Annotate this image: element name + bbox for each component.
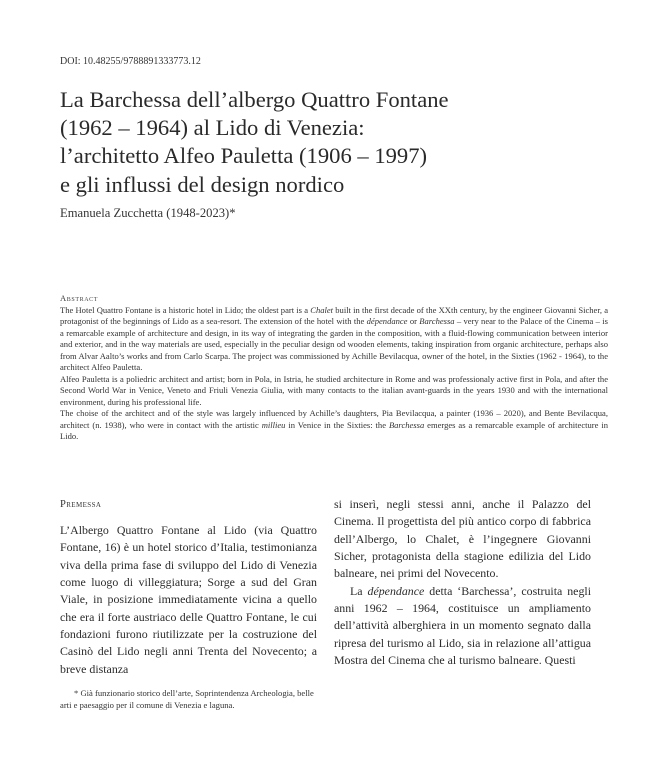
abstract-italic-term: Barchessa [419, 316, 455, 327]
author-name: Emanuela Zucchetta (1948-2023)* [60, 206, 236, 220]
abstract-text: The Hotel Quattro Fontane is a historic hotel in Lido; the oldest part is a [60, 305, 311, 315]
abstract-text: emerges as a remarcable example of architecture in Lido. [60, 419, 608, 441]
doi-identifier: DOI: 10.48255/9788891333773.12 [60, 56, 201, 67]
section-heading: Premessa [60, 499, 102, 510]
body-paragraph: L’Albergo Quattro Fontane al Lido (via Quattro Fontane, 16) è un hotel storico d’Italia, testimonianza viva della prima fase di sviluppo del Lido di Venezia come luogo di villeggiatura; Sorge a sud del Gran Viale, in posizione immediatamente vicina a quello che era il forte austriaco delle Quattro Fontane, le cui fondazioni furono riutilizzate per la costruzione del Casinò del Lido negli anni Trenta del Novecento; a breve distanza [60, 523, 317, 676]
title-line: e gli influssi del design nordico [60, 171, 345, 197]
title-line: (1962 – 1964) al Lido di Venezia: [60, 115, 365, 141]
abstract-text: built in the first decade of the XXth century, by the engineer Giovanni Sicher, a protagonist of the beginnings of Lido as a sea-resort. The extension of the hotel with the [60, 305, 608, 327]
body-paragraph: si inserì, negli stessi anni, anche il Palazzo del Cinema. Il progettista del più antico corpo di fabbrica dell’Albergo, lo Chalet, è l’ingegnere Giovanni Sicher, protagonista della stagione edilizia del Lido balneare, nei primi del Novecento. [334, 497, 591, 581]
title-line: l’architetto Alfeo Pauletta (1906 – 1997) [60, 143, 428, 169]
abstract-body [60, 305, 608, 442]
body-italic-term: dépendance [367, 583, 425, 598]
abstract-italic-term: Chalet [310, 305, 334, 315]
footnote-text: * Già funzionario storico dell’arte, Soprintendenza Archeologia, belle arti e paesaggio per il comune di Venezia e laguna. [60, 688, 314, 710]
body-paragraph [334, 583, 591, 670]
abstract-paragraph [60, 408, 608, 442]
abstract-text: in Venice in the Sixties: the [285, 419, 389, 430]
article-title [60, 86, 620, 199]
body-column-left [60, 522, 317, 678]
body-column-right [334, 496, 591, 669]
abstract-italic-term: Barchessa [388, 419, 425, 430]
footnote [60, 687, 318, 711]
abstract-paragraph: Alfeo Pauletta is a poliedric architect and artist; born in Pola, in Istria, he studied architecture in Rome and was professionaly active first in Pola, and after the Second World War in Venice, Veneto and Friuli Venezia Giulia, with many contacts to the italian avant-guards in the years 1930 and with the international environment, during his professional life. [60, 373, 608, 407]
body-text: detta ‘Barchessa’, costruita negli anni 1962 – 1964, costituisce un ampliamento dell’attività alberghiera in un momento segnato dalla ripresa del turismo al Lido, sia in relazione all’attigua Mostra del Cinema che al turismo balneare. Questi [334, 583, 592, 668]
abstract-text: The choise of the architect and of the style was largely influenced by Achille’s daughters, Pia Bevilacqua, a painter (1936 – 2020), and Bente Bevilacqua, architect (n. 1938), who were in contact with the artistic [60, 408, 608, 430]
abstract-text: – very near to the Palace of the Cinema – is a remarcable example of architecture and design, in its way of integrating the garden in the composition, with a fluid-flowing communication between interior and exterior, and in the way materials are used, especially in the peculiar design od wooden elements, taking inspiration from organic architecture, perhaps also from Alvar Aalto’s works and from Carlo Scarpa. The project was commissioned by Achille Bevilacqua, owner of the hotel, in the Sixties (1962 - 1964), to the architect Alfeo Pauletta. [60, 316, 608, 373]
abstract-italic-term: dépendance [366, 316, 408, 327]
abstract-heading: Abstract [60, 293, 99, 303]
title-line: La Barchessa dell’albergo Quattro Fontane [60, 87, 449, 112]
abstract-paragraph [60, 305, 608, 374]
abstract-italic-term: millieu [261, 419, 286, 430]
abstract-text: or [407, 316, 420, 327]
body-text: La [350, 583, 368, 598]
